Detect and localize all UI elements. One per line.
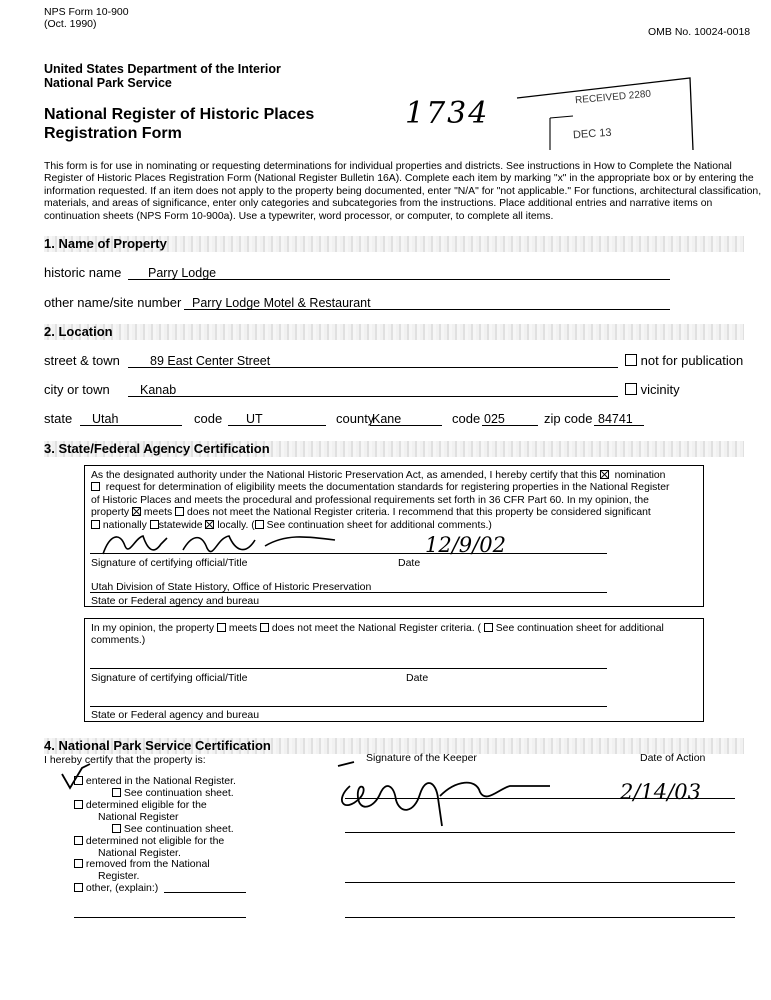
opinion-does-not-meet-checkbox[interactable] bbox=[260, 623, 269, 632]
keeper-line-1 bbox=[345, 798, 735, 799]
section3-heading: 3. State/Federal Agency Certification bbox=[44, 441, 270, 456]
option-eligible-line2: National Register bbox=[98, 811, 179, 823]
signature-line bbox=[90, 553, 607, 554]
stamp-border bbox=[515, 70, 695, 160]
keeper-line-2 bbox=[345, 832, 735, 833]
instruction-line: Register of Historic Places Registration Form (National Register Bulletin 16A). Complete each item by marking "x" in the appropriate box or by entering the bbox=[44, 173, 754, 185]
agency2-label: State or Federal agency and bureau bbox=[91, 709, 260, 721]
opinion-continuation-checkbox[interactable] bbox=[484, 623, 493, 632]
not-for-publication[interactable]: not for publication bbox=[625, 353, 743, 368]
city-value[interactable]: Kanab bbox=[140, 383, 177, 397]
keeper-line-4 bbox=[345, 917, 735, 918]
opinion-text: In my opinion, the property meets does not meet the National Register criteria. ( See continuation sheet for additional comments.) bbox=[91, 623, 664, 647]
handwritten-reference-number: 1734 bbox=[405, 96, 490, 131]
signature-keeper-label: Signature of the Keeper bbox=[366, 752, 477, 764]
zip-value[interactable]: 84741 bbox=[598, 412, 633, 426]
option-removed-line2: Register. bbox=[98, 870, 140, 882]
date2-label: Date bbox=[406, 672, 429, 684]
option-continuation-2[interactable]: See continuation sheet. bbox=[112, 823, 234, 835]
instruction-line: information requested. If an item does not apply to the property being documented, enter "N/A" for "not applicable." For functions, architectural classification, bbox=[44, 185, 762, 197]
other-explain-line[interactable] bbox=[164, 892, 246, 893]
option-other[interactable]: other, (explain:) bbox=[74, 882, 158, 894]
agency2-line bbox=[90, 706, 607, 707]
opinion-meets-checkbox[interactable] bbox=[217, 623, 226, 632]
stamp-date: DEC 13 bbox=[572, 126, 612, 142]
keeper-line-3 bbox=[345, 882, 735, 883]
county-value[interactable]: Kane bbox=[372, 412, 402, 426]
instruction-line: continuation sheets (NPS Form 10-900a). Use a typewriter, word processor, or computer, to complete all items. bbox=[44, 210, 554, 222]
historic-name-value[interactable]: Parry Lodge bbox=[148, 266, 217, 280]
form-title-line1: National Register of Historic Places bbox=[44, 106, 315, 123]
nomination-checkbox[interactable] bbox=[600, 470, 609, 479]
form-title-line2: Registration Form bbox=[44, 125, 182, 142]
option-not-eligible[interactable]: determined not eligible for the bbox=[74, 835, 224, 847]
code-line bbox=[228, 425, 326, 426]
instruction-line: materials, and areas of significance, enter only categories and subcategories from the instructions. Place additional entries and narrative items on bbox=[44, 198, 713, 210]
date-of-action-label: Date of Action bbox=[640, 752, 706, 764]
state-value[interactable]: Utah bbox=[92, 412, 119, 426]
other-checkbox[interactable] bbox=[74, 883, 83, 892]
vicinity[interactable]: vicinity bbox=[625, 382, 680, 397]
received-stamp bbox=[515, 70, 695, 160]
removed-checkbox[interactable] bbox=[74, 859, 83, 868]
option-removed[interactable]: removed from the National bbox=[74, 858, 210, 870]
certifying-date-handwritten: 12/9/02 bbox=[425, 533, 506, 557]
signature2-label: Signature of certifying official/Title bbox=[91, 672, 248, 684]
agency-value[interactable]: Utah Division of State History, Office of Historic Preservation bbox=[91, 581, 372, 593]
street-label: street & town bbox=[44, 353, 120, 368]
omb-number: OMB No. 10024-0018 bbox=[648, 26, 751, 38]
date-label: Date bbox=[398, 557, 421, 569]
option-not-eligible-line2: National Register. bbox=[98, 847, 181, 859]
option-eligible[interactable]: determined eligible for the bbox=[74, 799, 207, 811]
form-date: (Oct. 1990) bbox=[44, 18, 97, 30]
other-explain-line-2[interactable] bbox=[74, 917, 246, 918]
request-determination-checkbox[interactable] bbox=[91, 482, 100, 491]
certification-text: As the designated authority under the National Historic Preservation Act, as amended, I hereby certify that this nomination request for determination of eligibility meets the documentation standards for registering properties in the National Register of Historic Places and meets the procedural and professional requirements set forth in 36 CFR Part 60. In my opinion, the property meets does not meet the National Register criteria. I recommend that this property be considered significant nationally statewide locally. ( See continuation sheet for additional comments.) bbox=[91, 470, 670, 531]
does-not-meet-checkbox[interactable] bbox=[175, 507, 184, 516]
instructions bbox=[44, 161, 761, 223]
code-label: code bbox=[194, 411, 223, 426]
historic-name-label: historic name bbox=[44, 265, 122, 280]
other-name-label: other name/site number bbox=[44, 295, 182, 310]
continuation-1-checkbox[interactable] bbox=[112, 788, 121, 797]
department: United States Department of the Interior bbox=[44, 62, 281, 76]
city-label: city or town bbox=[44, 382, 110, 397]
not-eligible-checkbox[interactable] bbox=[74, 836, 83, 845]
agency-line bbox=[90, 592, 607, 593]
city-line bbox=[128, 396, 618, 397]
nps-intro: I hereby certify that the property is: bbox=[44, 754, 206, 766]
not-for-publication-checkbox[interactable] bbox=[625, 354, 637, 366]
street-value[interactable]: 89 East Center Street bbox=[150, 354, 271, 368]
vicinity-checkbox[interactable] bbox=[625, 383, 637, 395]
continuation-2-checkbox[interactable] bbox=[112, 824, 121, 833]
form-number: NPS Form 10-900 bbox=[44, 6, 129, 18]
option-continuation-1[interactable]: See continuation sheet. bbox=[112, 787, 234, 799]
state-label: state bbox=[44, 411, 73, 426]
signature2-line bbox=[90, 668, 607, 669]
agency-label: State or Federal agency and bureau bbox=[91, 595, 260, 607]
section1-heading: 1. Name of Property bbox=[44, 236, 167, 251]
stamp-received: RECEIVED 2280 bbox=[574, 88, 652, 107]
meets-checkbox[interactable] bbox=[132, 507, 141, 516]
other-name-value[interactable]: Parry Lodge Motel & Restaurant bbox=[192, 296, 371, 310]
section4-heading: 4. National Park Service Certification bbox=[44, 738, 271, 753]
signature-label: Signature of certifying official/Title bbox=[91, 557, 248, 569]
date-of-action-handwritten: 2/14/03 bbox=[620, 780, 701, 804]
eligible-checkbox[interactable] bbox=[74, 800, 83, 809]
county-label: county bbox=[336, 411, 375, 426]
option-entered[interactable]: entered in the National Register. bbox=[74, 775, 236, 787]
county-code-value[interactable]: 025 bbox=[484, 412, 505, 426]
zip-label: zip code bbox=[544, 411, 593, 426]
section-band bbox=[44, 324, 744, 340]
entered-checkbox[interactable] bbox=[74, 776, 83, 785]
section2-heading: 2. Location bbox=[44, 324, 113, 339]
code-value[interactable]: UT bbox=[246, 412, 263, 426]
county-code-label: code bbox=[452, 411, 481, 426]
instruction-line: This form is for use in nominating or requesting determinations for individual properties and districts. See instructions in How to Complete the National bbox=[44, 161, 732, 172]
service: National Park Service bbox=[44, 76, 172, 90]
